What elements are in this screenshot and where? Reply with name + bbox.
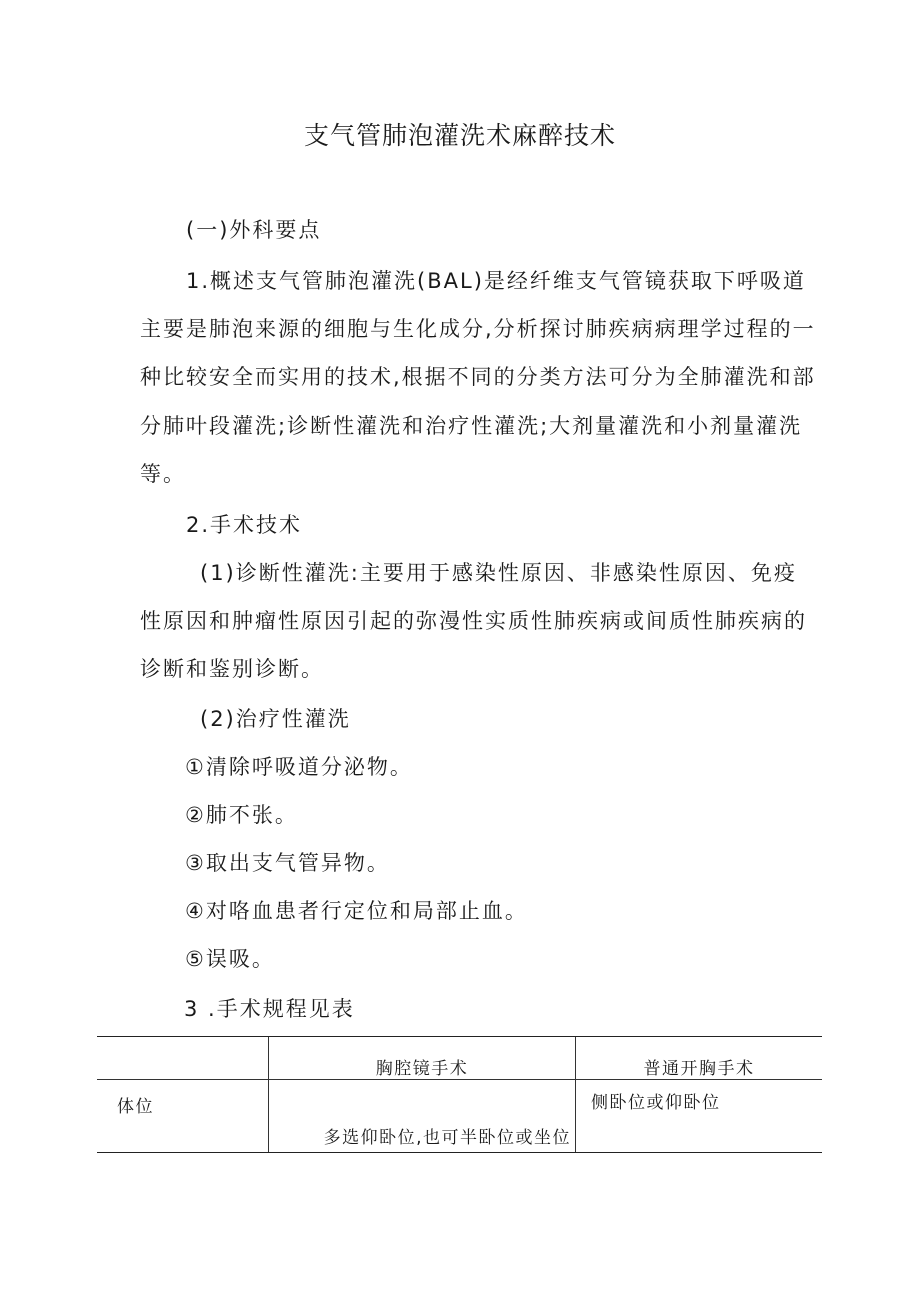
item1-line-5: 等。 [140,462,186,486]
therapeutic-heading: (2)治疗性灌洗 [200,707,351,731]
therapeutic-item-4: ④对咯血患者行定位和局部止血。 [185,899,528,923]
item1-line-2: 主要是肺泡来源的细胞与生化成分,分析探讨肺疾病病理学过程的一 [140,317,816,341]
table-header-cell: 普通开胸手术 [576,1037,823,1080]
table-cell: 侧卧位或仰卧位 [576,1080,823,1153]
section-heading-surgical-points: (一)外科要点 [186,218,322,242]
therapeutic-item-5: ⑤误吸。 [185,947,275,971]
item3-heading: 3 .手术规程见表 [184,997,355,1021]
table-cell: 多选仰卧位,也可半卧位或坐位 [269,1080,576,1153]
item1-line-3: 种比较安全而实用的技术,根据不同的分类方法可分为全肺灌洗和部 [140,365,816,389]
table-header-row [97,1037,822,1080]
diagnostic-line-3: 诊断和鉴别诊断。 [140,657,324,681]
therapeutic-item-2: ②肺不张。 [185,803,298,827]
table-header-cell: 胸腔镜手术 [269,1037,576,1080]
item1-line-4: 分肺叶段灌洗;诊断性灌洗和治疗性灌洗;大剂量灌洗和小剂量灌洗 [140,414,803,438]
item1-line-1: 1.概述支气管肺泡灌洗(BAL)是经纤维支气管镜获取下呼吸道 [186,269,806,293]
item2-heading: 2.手术技术 [186,513,303,537]
therapeutic-item-1: ①清除呼吸道分泌物。 [185,755,413,779]
table-cell: 体位 [97,1080,269,1153]
diagnostic-line-1: (1)诊断性灌洗:主要用于感染性原因、非感染性原因、免疫 [200,561,797,585]
table-header-cell [97,1037,269,1080]
therapeutic-item-3: ③取出支气管异物。 [185,851,390,875]
diagnostic-line-2: 性原因和肿瘤性原因引起的弥漫性实质性肺疾病或间质性肺疾病的 [140,609,807,633]
procedure-table [97,1036,822,1153]
document-title: 支气管肺泡灌洗术麻醉技术 [303,121,616,150]
table-row [97,1080,822,1153]
